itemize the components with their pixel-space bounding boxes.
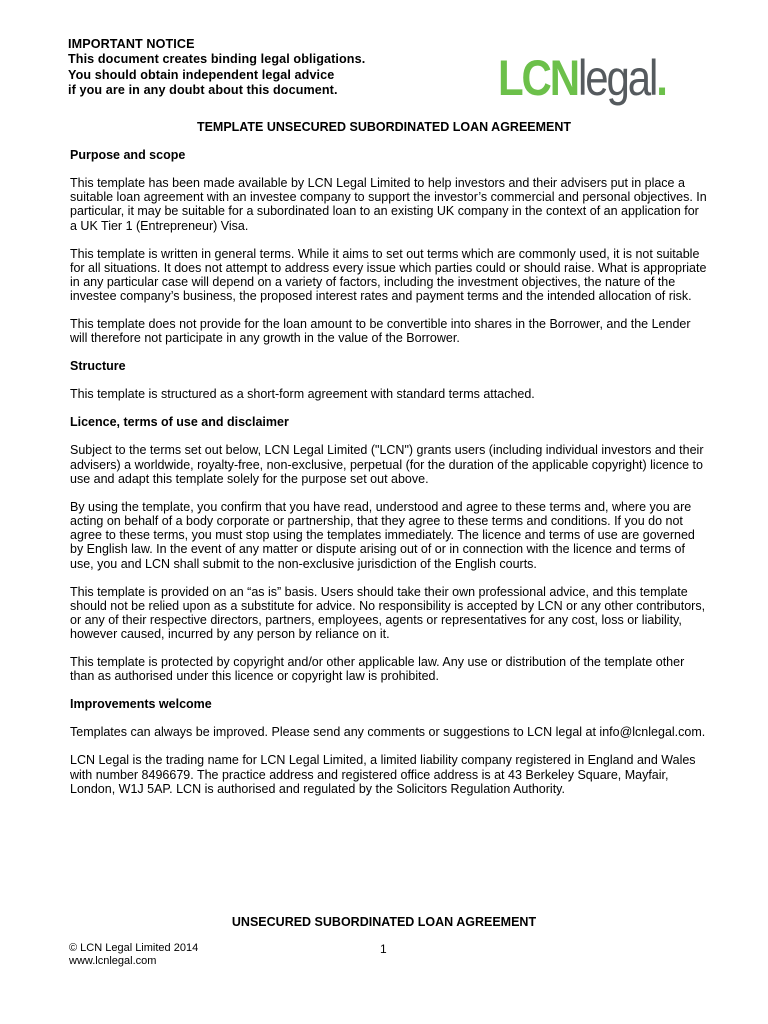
agreement-title: UNSECURED SUBORDINATED LOAN AGREEMENT xyxy=(231,915,537,929)
paragraph: Subject to the terms set out below, LCN Legal Limited ("LCN") grants users (including individual investors and their advisers) a worldwide, royalty-free, non-exclusive, perpetual (for the duration of the applicable copyright) licence to use and adapt this template solely for the purpose set out above. xyxy=(70,443,704,486)
logo-lcn: LCN xyxy=(498,50,579,106)
paragraph: Templates can always be improved. Please send any comments or suggestions to LCN legal at info@lcnlegal.com. xyxy=(70,725,706,740)
footer-copyright: © LCN Legal Limited 2014 xyxy=(69,942,199,954)
notice-line: You should obtain independent legal advice xyxy=(68,67,335,82)
document-body xyxy=(70,148,708,810)
notice-line: IMPORTANT NOTICE xyxy=(68,37,195,51)
paragraph: This template is protected by copyright and/or other applicable law. Any use or distribution of the template other than as authorised under this licence or copyright law is prohibited. xyxy=(70,655,685,684)
notice-line: if you are in any doubt about this document. xyxy=(68,83,338,98)
important-notice xyxy=(68,37,365,99)
paragraph: This template is structured as a short-form agreement with standard terms attached. xyxy=(70,387,535,402)
footer xyxy=(69,942,198,968)
document-title: TEMPLATE UNSECURED SUBORDINATED LOAN AGREEMENT xyxy=(196,120,572,134)
lcn-legal-logo xyxy=(498,50,666,106)
logo-dot: . xyxy=(656,50,666,106)
section-heading: Structure xyxy=(70,359,126,374)
logo-legal: legal xyxy=(578,50,657,106)
footer-website[interactable]: www.lcnlegal.com xyxy=(69,955,157,967)
section-heading: Improvements welcome xyxy=(70,697,212,712)
paragraph: This template is provided on an “as is” basis. Users should take their own professional advice, and this template should not be relied upon as a substitute for advice. No responsibility is accepted by LCN or any other contributors, or any of their respective directors, partners, employees, agents or representatives for any cost, loss or liability, however caused, incurred by any person by reliance on it. xyxy=(70,584,706,642)
notice-line: This document creates binding legal obligations. xyxy=(68,52,366,67)
page-number: 1 xyxy=(380,942,387,956)
paragraph: This template is written in general terms. While it aims to set out terms which are commonly used, it is not suitable for all situations. It does not attempt to address every issue which parties could or should raise. What is appropriate in any particular case will depend on a variety of factors, including the investment objectives, the nature of the investee company’s business, the proposed interest rates and payment terms and the intended allocation of risk. xyxy=(70,246,707,304)
section-heading: Purpose and scope xyxy=(70,148,186,162)
paragraph: By using the template, you confirm that you have read, understood and agree to these terms and, where you are acting on behalf of a body corporate or partnership, that they agree to these terms and conditions. If you do not agree to these terms, you must stop using the templates immediately. The licence and terms of use are governed by English law. In the event of any matter or dispute arising out of or in connection with the licence and terms of use, you and LCN shall submit to the non-exclusive jurisdiction of the English courts. xyxy=(70,499,695,571)
section-heading: Licence, terms of use and disclaimer xyxy=(70,415,289,430)
paragraph: LCN Legal is the trading name for LCN Legal Limited, a limited liability company registered in England and Wales with number 8496679. The practice address and registered office address is at 43 Berkeley Square, Mayfair, London, W1J 5AP. LCN is authorised and regulated by the Solicitors Regulation Authority. xyxy=(70,753,696,796)
paragraph: This template has been made available by LCN Legal Limited to help investors and their advisers put in place a suitable loan agreement with an investee company to support the investor’s commercial and personal objectives. In particular, it may be suitable for a subordinated loan to an existing UK company in the context of an application for a UK Tier 1 (Entrepreneur) Visa. xyxy=(70,176,707,233)
paragraph: This template does not provide for the loan amount to be convertible into shares in the Borrower, and the Lender will therefore not participate in any growth in the value of the Borrower. xyxy=(70,317,691,346)
